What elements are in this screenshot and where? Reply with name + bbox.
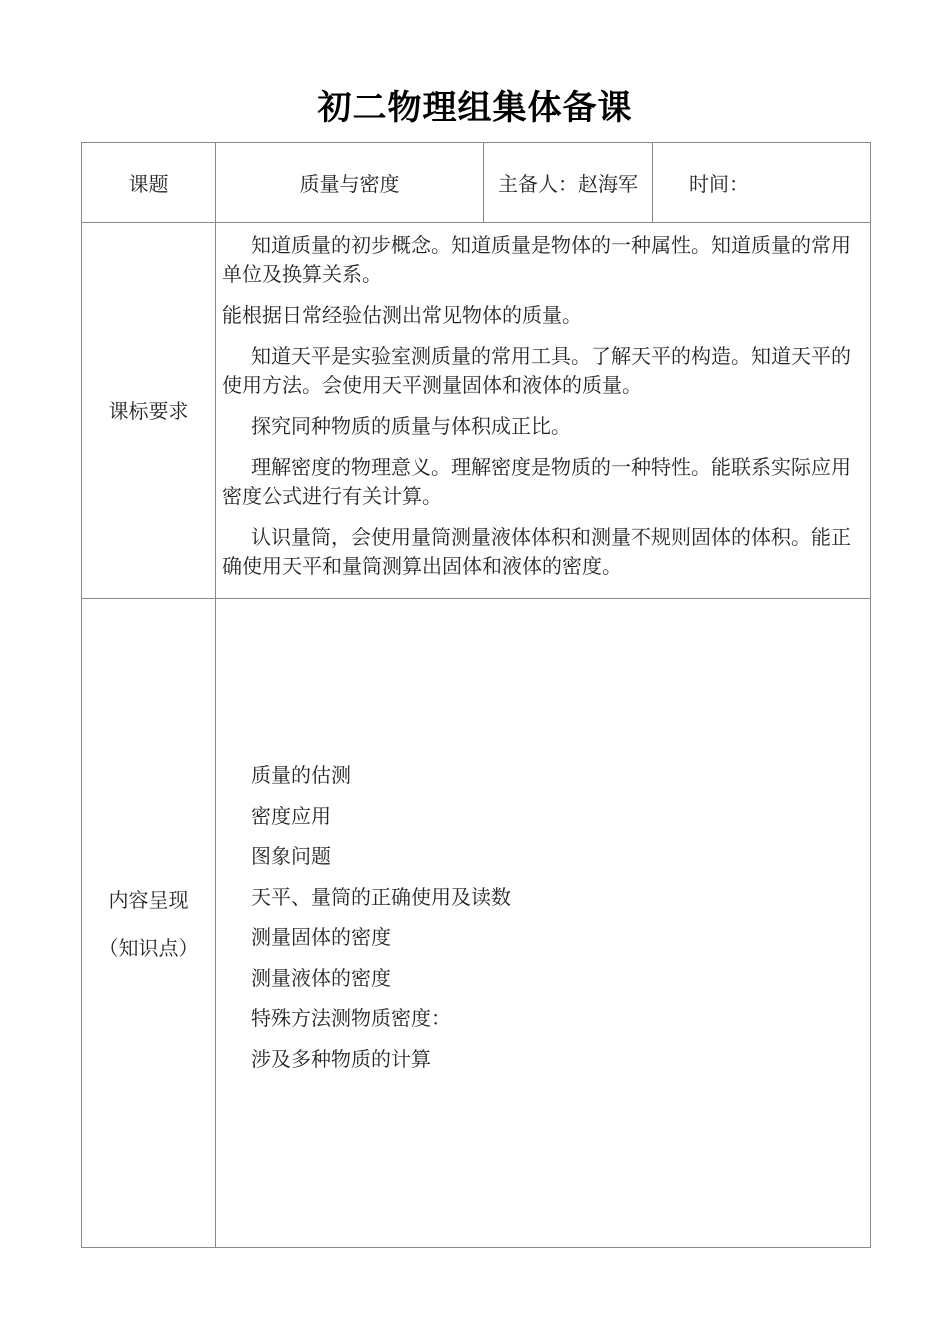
knowledge-point-item: 测量固体的密度 [251, 925, 391, 949]
knowledge-points-list [222, 761, 862, 1085]
table-col-divider [215, 142, 216, 1248]
topic-value: 质量与密度 [299, 172, 400, 196]
standards-body [222, 231, 862, 593]
table-border-left [81, 142, 82, 1248]
table-border-top [81, 142, 871, 143]
table-border-right [870, 142, 871, 1248]
knowledge-point-item: 特殊方法测物质密度： [251, 1006, 451, 1030]
standard-paragraph: 探究同种物质的质量与体积成正比。 [251, 414, 571, 438]
table-border-bottom [81, 1247, 871, 1248]
knowledge-point-item: 图象问题 [251, 844, 331, 868]
standard-paragraph: 认识量筒，会使用量筒测量液体体积和测量不规则固体的体积。能正确使用天平和量筒测算出固体和液体的密度。 [222, 525, 851, 578]
content-label-sub: （知识点） [98, 936, 199, 960]
knowledge-point-item: 测量液体的密度 [251, 965, 391, 990]
time-label: 时间： [689, 172, 749, 196]
standard-paragraph: 理解密度的物理意义。理解密度是物质的一种特性。能联系实际应用密度公式进行有关计算。 [222, 455, 851, 508]
knowledge-point-item: 密度应用 [251, 803, 331, 828]
knowledge-point-item: 质量的估测 [251, 763, 351, 787]
knowledge-point-item: 涉及多种物质的计算 [251, 1046, 431, 1071]
topic-label: 课题 [128, 172, 169, 196]
table-col-divider [652, 142, 653, 223]
table-row-divider [81, 222, 871, 223]
preparer: 主备人：赵海军 [498, 172, 638, 196]
content-label: 内容呈现 [108, 888, 189, 912]
standard-paragraph: 能根据日常经验估测出常见物体的质量。 [222, 303, 582, 327]
standard-paragraph: 知道质量的初步概念。知道质量是物体的一种属性。知道质量的常用单位及换算关系。 [222, 233, 851, 286]
page-title: 初二物理组集体备课 [317, 88, 633, 128]
standard-paragraph: 知道天平是实验室测质量的常用工具。了解天平的构造。知道天平的使用方法。会使用天平测量固体和液体的质量。 [222, 344, 851, 397]
knowledge-point-item: 天平、量筒的正确使用及读数 [251, 884, 511, 909]
standards-label: 课标要求 [108, 399, 189, 423]
table-row-divider [81, 598, 871, 599]
